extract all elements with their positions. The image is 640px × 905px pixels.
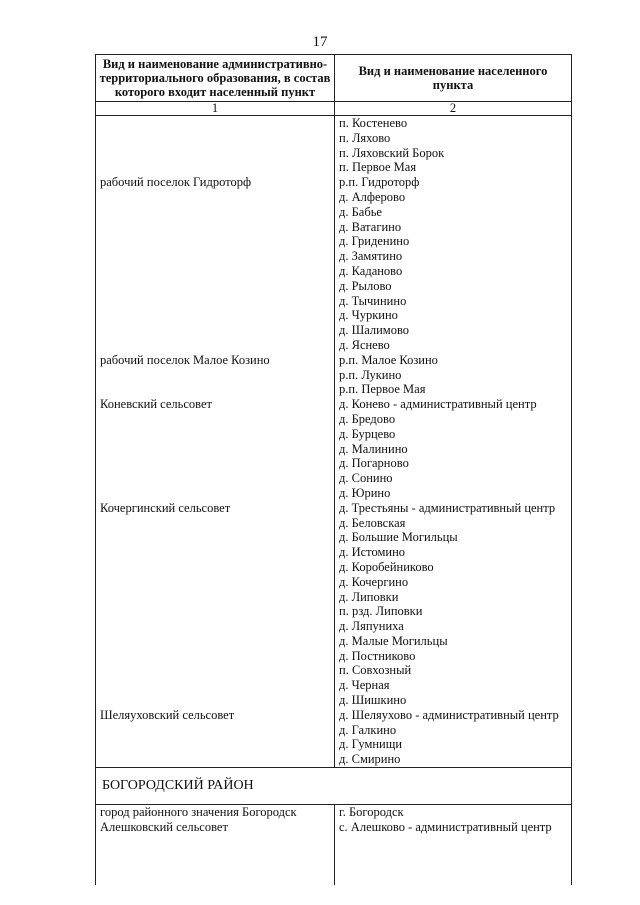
settlement-cell: д. Истомино xyxy=(335,545,572,560)
settlement-cell: г. Богородск xyxy=(335,805,572,821)
settlement-cell: д. Рылово xyxy=(335,279,572,294)
settlement-cell: д. Трестьяны - административный центр xyxy=(335,501,572,516)
settlement-cell: д. Тычинино xyxy=(335,294,572,309)
table-row xyxy=(96,220,572,235)
table-row xyxy=(96,442,572,457)
settlement-cell: д. Беловская xyxy=(335,516,572,531)
admin-unit-cell xyxy=(96,575,335,590)
table-row xyxy=(96,294,572,309)
settlement-cell: д. Липовки xyxy=(335,590,572,605)
table-continuation xyxy=(96,835,572,885)
table-row xyxy=(96,264,572,279)
settlement-cell: п. Первое Мая xyxy=(335,160,572,175)
table-row xyxy=(96,368,572,383)
admin-unit-cell xyxy=(96,146,335,161)
admin-unit-cell xyxy=(96,693,335,708)
admin-unit-cell xyxy=(96,723,335,738)
table-row xyxy=(96,820,572,835)
table-row xyxy=(96,486,572,501)
table-row xyxy=(96,590,572,605)
admin-unit-cell xyxy=(96,427,335,442)
admin-unit-cell xyxy=(96,663,335,678)
column-number-1: 1 xyxy=(96,102,335,116)
admin-unit-cell xyxy=(96,294,335,309)
settlement-cell: д. Алферово xyxy=(335,190,572,205)
table-row xyxy=(96,737,572,752)
table-row xyxy=(96,190,572,205)
admin-unit-cell: Алешковский сельсовет xyxy=(96,820,335,835)
settlement-cell: д. Конево - административный центр xyxy=(335,397,572,412)
admin-unit-cell xyxy=(96,308,335,323)
settlement-cell: с. Алешково - административный центр xyxy=(335,820,572,835)
settlement-cell: д. Юрино xyxy=(335,486,572,501)
admin-unit-cell xyxy=(96,604,335,619)
table-row xyxy=(96,545,572,560)
admin-unit-cell xyxy=(96,323,335,338)
table-row xyxy=(96,805,572,821)
admin-unit-cell xyxy=(96,131,335,146)
table-row xyxy=(96,678,572,693)
district-row xyxy=(96,768,572,805)
admin-unit-cell xyxy=(96,279,335,294)
table-row xyxy=(96,353,572,368)
admin-unit-cell xyxy=(96,471,335,486)
table-row xyxy=(96,619,572,634)
table-row xyxy=(96,575,572,590)
settlement-cell: д. Малинино xyxy=(335,442,572,457)
settlement-cell: р.п. Первое Мая xyxy=(335,382,572,397)
page-number: 17 xyxy=(312,34,328,50)
settlement-cell: д. Бурцево xyxy=(335,427,572,442)
admin-unit-cell xyxy=(96,560,335,575)
admin-unit-cell: Кочергинский сельсовет xyxy=(96,501,335,516)
admin-unit-cell: город районного значения Богородск xyxy=(96,805,335,821)
admin-unit-cell xyxy=(96,220,335,235)
table-row xyxy=(96,604,572,619)
settlement-cell: д. Шеляухово - административный центр xyxy=(335,708,572,723)
settlement-cell: д. Черная xyxy=(335,678,572,693)
settlement-cell: д. Большие Могильцы xyxy=(335,530,572,545)
settlement-cell: д. Гумнищи xyxy=(335,737,572,752)
table-row xyxy=(96,501,572,516)
admin-unit-cell xyxy=(96,190,335,205)
admin-unit-cell xyxy=(96,412,335,427)
table-row xyxy=(96,323,572,338)
admin-unit-cell xyxy=(96,234,335,249)
admin-unit-cell xyxy=(96,737,335,752)
header-admin-unit: Вид и наименование административно-территориального образования, в состав которого входит населенный пункт xyxy=(96,55,335,102)
table-row xyxy=(96,146,572,161)
table-row xyxy=(96,471,572,486)
admin-unit-cell xyxy=(96,116,335,131)
table-row xyxy=(96,131,572,146)
table-row xyxy=(96,160,572,175)
admin-unit-cell xyxy=(96,338,335,353)
settlement-cell: д. Бабье xyxy=(335,205,572,220)
table-row xyxy=(96,634,572,649)
table-row xyxy=(96,530,572,545)
settlement-cell: д. Каданово xyxy=(335,264,572,279)
admin-unit-cell xyxy=(96,545,335,560)
admin-unit-cell xyxy=(96,264,335,279)
table-row xyxy=(96,205,572,220)
settlement-cell: п. рзд. Липовки xyxy=(335,604,572,619)
table-row xyxy=(96,649,572,664)
admin-unit-cell xyxy=(96,456,335,471)
settlements-table xyxy=(95,54,572,885)
continuation-cell-2 xyxy=(335,835,572,885)
table-row xyxy=(96,708,572,723)
table-row xyxy=(96,308,572,323)
settlement-cell: д. Замятино xyxy=(335,249,572,264)
table-header-row xyxy=(96,55,572,102)
admin-unit-cell xyxy=(96,382,335,397)
settlement-cell: д. Постниково xyxy=(335,649,572,664)
settlement-cell: д. Ляпуниха xyxy=(335,619,572,634)
table-row xyxy=(96,338,572,353)
admin-unit-cell: Коневский сельсовет xyxy=(96,397,335,412)
admin-unit-cell xyxy=(96,634,335,649)
admin-unit-cell xyxy=(96,752,335,767)
admin-unit-cell: Шеляуховский сельсовет xyxy=(96,708,335,723)
settlement-cell: д. Шишкино xyxy=(335,693,572,708)
settlement-cell: р.п. Лукино xyxy=(335,368,572,383)
admin-unit-cell xyxy=(96,649,335,664)
settlement-cell: п. Костенево xyxy=(335,116,572,131)
settlement-cell: п. Ляхово xyxy=(335,131,572,146)
table-row xyxy=(96,427,572,442)
admin-unit-cell xyxy=(96,368,335,383)
settlement-cell: д. Галкино xyxy=(335,723,572,738)
table-row xyxy=(96,516,572,531)
admin-unit-cell xyxy=(96,442,335,457)
settlement-cell: д. Шалимово xyxy=(335,323,572,338)
table-row xyxy=(96,116,572,131)
column-number-2: 2 xyxy=(335,102,572,116)
settlement-cell: д. Чуркино xyxy=(335,308,572,323)
settlement-cell: д. Кочергино xyxy=(335,575,572,590)
admin-unit-cell xyxy=(96,486,335,501)
table-row xyxy=(96,412,572,427)
admin-unit-cell xyxy=(96,205,335,220)
admin-unit-cell xyxy=(96,530,335,545)
header-settlement: Вид и наименование населенного пункта xyxy=(335,55,572,102)
continuation-cell-1 xyxy=(96,835,335,885)
district-name: БОГОРОДСКИЙ РАЙОН xyxy=(96,768,572,805)
table-row xyxy=(96,663,572,678)
admin-unit-cell: рабочий поселок Малое Козино xyxy=(96,353,335,368)
settlement-cell: д. Коробейниково xyxy=(335,560,572,575)
table-row xyxy=(96,249,572,264)
admin-unit-cell xyxy=(96,678,335,693)
settlement-cell: р.п. Малое Козино xyxy=(335,353,572,368)
admin-unit-cell xyxy=(96,516,335,531)
table-row xyxy=(96,234,572,249)
settlement-cell: р.п. Гидроторф xyxy=(335,175,572,190)
table-row xyxy=(96,752,572,767)
table-row xyxy=(96,397,572,412)
table-row xyxy=(96,560,572,575)
settlement-cell: д. Смирино xyxy=(335,752,572,767)
table-row xyxy=(96,279,572,294)
settlement-cell: д. Ватагино xyxy=(335,220,572,235)
table-row xyxy=(96,723,572,738)
admin-unit-cell xyxy=(96,590,335,605)
admin-unit-cell xyxy=(96,249,335,264)
settlement-cell: д. Малые Могильцы xyxy=(335,634,572,649)
table-row xyxy=(96,175,572,190)
settlement-cell: д. Сонино xyxy=(335,471,572,486)
table-row xyxy=(96,693,572,708)
table-body xyxy=(96,116,572,768)
admin-unit-cell: рабочий поселок Гидроторф xyxy=(96,175,335,190)
admin-unit-cell xyxy=(96,160,335,175)
column-number-row xyxy=(96,102,572,116)
table-row xyxy=(96,382,572,397)
settlement-cell: д. Яснево xyxy=(335,338,572,353)
settlement-cell: п. Совхозный xyxy=(335,663,572,678)
table-row xyxy=(96,456,572,471)
settlement-cell: д. Погарново xyxy=(335,456,572,471)
settlement-cell: д. Бредово xyxy=(335,412,572,427)
settlement-cell: д. Гриденино xyxy=(335,234,572,249)
settlement-cell: п. Ляховский Борок xyxy=(335,146,572,161)
admin-unit-cell xyxy=(96,619,335,634)
table-tail-body xyxy=(96,805,572,836)
